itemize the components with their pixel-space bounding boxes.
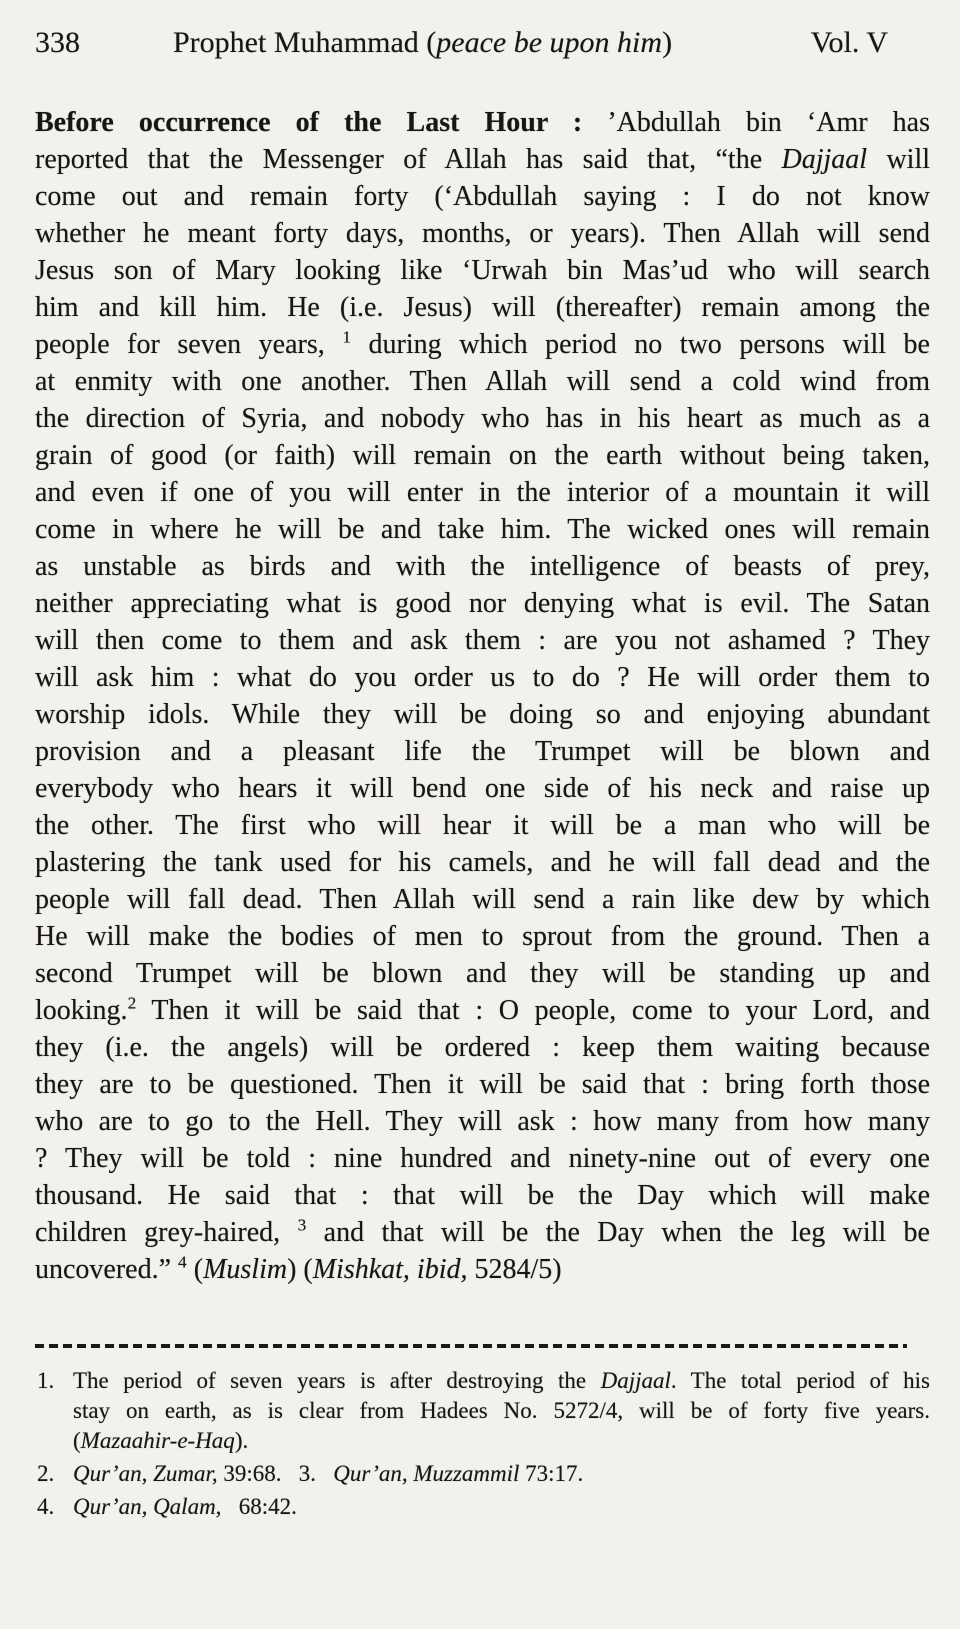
text-line — [35, 1177, 930, 1214]
text-segment: . The total period of his — [670, 1368, 930, 1393]
footnote-marker: 4 — [178, 1252, 187, 1272]
text-line — [35, 622, 930, 659]
text-segment: uncovered.” — [35, 1254, 179, 1285]
footnote-line — [73, 1396, 930, 1426]
text-segment: Before occurrence of the Last Hour : — [35, 107, 608, 138]
text-segment: children grey-haired, — [35, 1217, 298, 1248]
text-segment: ( — [73, 1428, 81, 1453]
text-segment: ( — [186, 1254, 204, 1285]
text-line — [35, 918, 930, 955]
page-header — [35, 26, 930, 68]
text-segment: ? They will be told : nine hundred and ninety-nine out of every one — [35, 1143, 930, 1174]
text-segment: The period of seven years is after destroying the — [73, 1368, 601, 1393]
text-segment: ) — [662, 26, 673, 59]
text-line — [35, 178, 930, 215]
text-segment: at enmity with one another. Then Allah will send a cold wind from — [35, 366, 930, 397]
text-line — [35, 659, 930, 696]
footnote-marker: 1 — [342, 327, 351, 347]
footnote-separator — [35, 1344, 907, 1348]
text-segment: during which period no two persons will be — [351, 329, 930, 360]
text-segment: come in where he will be and take him. The wicked ones will remain — [35, 514, 930, 545]
footnote-line — [73, 1426, 930, 1456]
text-line — [35, 141, 930, 178]
text-segment: plastering the tank used for his camels, and he will fall dead and the — [35, 847, 930, 878]
text-segment: stay on earth, as is clear from Hadees No. 5272/4, will be of forty five years. — [73, 1398, 930, 1423]
footnote-line — [73, 1459, 930, 1489]
text-line — [35, 511, 930, 548]
text-line — [35, 548, 930, 585]
text-segment: Qur’an, Qalam, — [73, 1494, 222, 1519]
text-segment: looking. — [35, 995, 128, 1026]
text-line — [35, 1251, 930, 1288]
text-segment: come out and remain forty (‘Abdullah saying : I do not know — [35, 181, 930, 212]
text-segment: 5284/5) — [467, 1254, 562, 1285]
text-line — [35, 1214, 930, 1251]
text-segment: Mazaahir-e-Haq — [80, 1428, 235, 1453]
text-line — [35, 955, 930, 992]
text-line — [35, 1103, 930, 1140]
text-line — [35, 252, 930, 289]
text-line — [35, 733, 930, 770]
text-line — [35, 585, 930, 622]
text-segment: will then come to them and ask them : are you not ashamed ? They — [35, 625, 930, 656]
text-line — [35, 1066, 930, 1103]
text-line — [35, 437, 930, 474]
text-segment: ) ( — [287, 1254, 313, 1285]
text-segment: grain of good (or faith) will remain on the earth without being taken, — [35, 440, 930, 471]
text-segment: Muslim — [203, 1254, 288, 1285]
text-line — [35, 474, 930, 511]
text-segment: who are to go to the Hell. They will ask : how many from how many — [35, 1106, 930, 1137]
footnote-number: 1. — [37, 1368, 55, 1393]
text-segment: ’Abdullah bin ‘Amr has — [607, 107, 930, 138]
footnote — [35, 1459, 930, 1489]
text-segment: worship idols. While they will be doing so and enjoying abundant — [35, 699, 930, 730]
footnote-number: 4. — [37, 1494, 55, 1519]
text-segment: and even if one of you will enter in the interior of a mountain it will — [35, 477, 930, 508]
text-line — [35, 1029, 930, 1066]
text-segment: Dajjaal — [781, 144, 868, 175]
footnote-line — [73, 1366, 930, 1396]
text-line — [35, 844, 930, 881]
text-segment: neither appreciating what is good nor denying what is evil. The Satan — [35, 588, 930, 619]
text-segment: provision and a pleasant life the Trumpet will be blown and — [35, 736, 930, 767]
text-segment: 73:17. — [519, 1461, 584, 1486]
text-line — [35, 104, 930, 141]
footnote-number: 2. — [37, 1461, 55, 1486]
footnote-marker: 2 — [127, 993, 137, 1013]
text-line — [35, 289, 930, 326]
text-segment: will ask him : what do you order us to do ? He will order them to — [35, 662, 930, 693]
text-segment: and that will be the Day when the leg will be — [306, 1217, 930, 1248]
text-line — [35, 696, 930, 733]
footnote-line — [73, 1492, 930, 1522]
text-segment: whether he meant forty days, months, or years). Then Allah will send — [35, 218, 930, 249]
footnote-text — [73, 1492, 930, 1522]
text-segment: second Trumpet will be blown and they will be standing up and — [35, 958, 930, 989]
footnote-marker: 3 — [297, 1215, 307, 1235]
text-segment: they are to be questioned. Then it will be said that : bring forth those — [35, 1069, 930, 1100]
volume-label: Vol. V — [810, 26, 888, 59]
text-segment: Qur’an, Muzzammil — [333, 1461, 520, 1486]
footnote — [35, 1366, 930, 1456]
text-segment: peace be upon him — [436, 26, 663, 59]
text-line — [35, 363, 930, 400]
page-number: 338 — [35, 26, 80, 59]
text-segment: 39:68. 3. — [217, 1461, 334, 1486]
text-segment: Jesus son of Mary looking like ‘Urwah bin Mas’ud who will search — [35, 255, 930, 286]
footnote — [35, 1492, 930, 1522]
text-segment: Dajjaal — [600, 1368, 671, 1393]
text-segment: thousand. He said that : that will be the Day which will make — [35, 1180, 930, 1211]
text-segment: him and kill him. He (i.e. Jesus) will (thereafter) remain among the — [35, 292, 930, 323]
text-segment: 68:42. — [221, 1494, 297, 1519]
text-segment: Prophet Muhammad ( — [173, 26, 437, 59]
body-paragraph — [35, 104, 930, 1288]
text-segment: will — [867, 144, 931, 175]
text-segment: He will make the bodies of men to sprout from the ground. Then a — [35, 921, 930, 952]
text-line — [35, 807, 930, 844]
footnote-text — [73, 1366, 930, 1456]
text-segment: reported that the Messenger of Allah has said that, “the — [35, 144, 782, 175]
text-segment: Mishkat, ibid, — [312, 1254, 468, 1285]
text-line — [35, 400, 930, 437]
footnote-text — [73, 1459, 930, 1489]
text-segment: Qur’an, Zumar, — [73, 1461, 218, 1486]
text-line — [35, 326, 930, 363]
footnotes — [35, 1366, 930, 1522]
text-segment: as unstable as birds and with the intelligence of beasts of prey, — [35, 551, 930, 582]
text-segment: everybody who hears it will bend one side of his neck and raise up — [35, 773, 930, 804]
text-line — [35, 770, 930, 807]
text-segment: people will fall dead. Then Allah will send a rain like dew by which — [35, 884, 930, 915]
text-segment: Then it will be said that : O people, come to your Lord, and — [136, 995, 930, 1026]
text-line — [35, 1140, 930, 1177]
text-segment: ). — [234, 1428, 249, 1453]
text-segment: people for seven years, — [35, 329, 343, 360]
text-segment: the other. The first who will hear it will be a man who will be — [35, 810, 930, 841]
page-title — [173, 26, 672, 60]
text-line — [35, 881, 930, 918]
text-segment: they (i.e. the angels) will be ordered : keep them waiting because — [35, 1032, 930, 1063]
text-line — [35, 992, 930, 1029]
text-segment: the direction of Syria, and nobody who has in his heart as much as a — [35, 403, 930, 434]
text-line — [35, 215, 930, 252]
